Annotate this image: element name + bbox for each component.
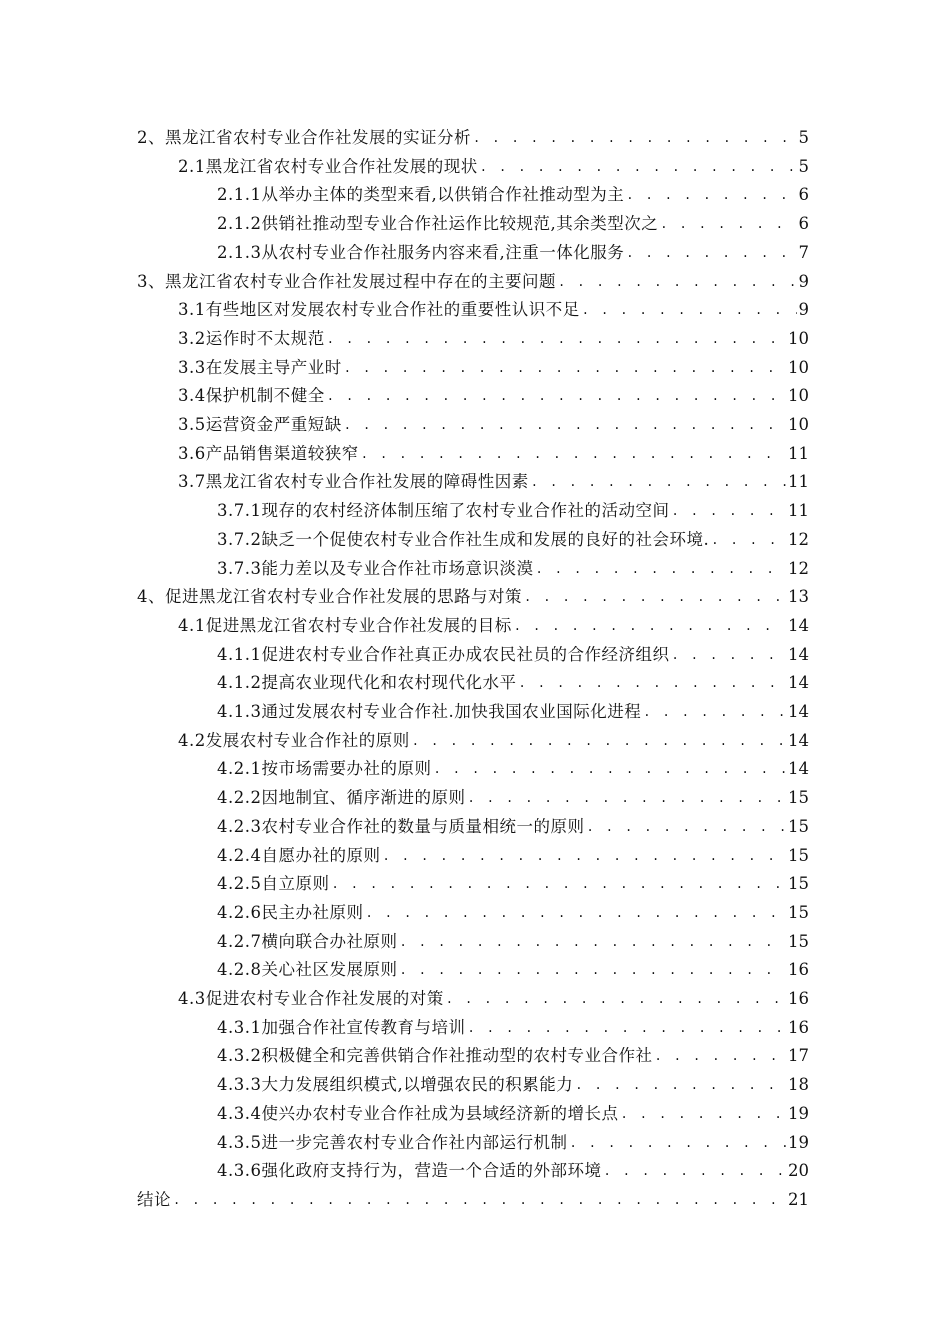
toc-page-number: 15 (788, 902, 809, 922)
toc-dot-leader (643, 702, 786, 722)
toc-dot-leader (524, 587, 786, 607)
toc-page-number: 14 (788, 730, 809, 750)
toc-dot-leader (660, 214, 796, 234)
toc-dot-leader (575, 1075, 786, 1095)
toc-dot-leader (399, 932, 786, 952)
toc-page-number: 12 (788, 558, 809, 578)
toc-entry-title: 3.4保护机制不健全 (178, 386, 325, 406)
toc-page-number: 14 (788, 702, 809, 721)
toc-page-number: 15 (788, 816, 809, 836)
toc-entry[interactable] (217, 1096, 809, 1124)
toc-entry-title: 4、促进黑龙江省农村专业合作社发展的思路与对策 (137, 587, 522, 607)
toc-entry[interactable] (178, 149, 809, 177)
toc-entry[interactable] (217, 1010, 809, 1038)
toc-page-number: 16 (788, 989, 809, 1008)
toc-dot-leader (558, 272, 797, 292)
toc-entry[interactable] (137, 579, 809, 607)
toc-dot-leader (365, 903, 786, 923)
toc-entry[interactable] (217, 780, 809, 808)
toc-dot-leader (586, 817, 786, 837)
toc-dot-leader (569, 1133, 786, 1153)
toc-entry[interactable] (217, 952, 809, 980)
toc-entry[interactable] (217, 1067, 809, 1095)
toc-entry[interactable] (217, 493, 809, 521)
toc-entry-title: 4.3促进农村专业合作社发展的对策 (178, 989, 444, 1008)
toc-entry[interactable] (217, 637, 809, 665)
toc-dot-leader (535, 559, 786, 579)
toc-entry-title: 2、黑龙江省农村专业合作社发展的实证分析 (137, 128, 471, 147)
toc-dot-leader (327, 329, 786, 349)
toc-dot-leader (518, 673, 786, 693)
toc-entry-title: 4.2.5自立原则 (217, 874, 330, 894)
toc-entry-title: 4.2.6民主办社原则 (217, 902, 364, 922)
toc-entry[interactable] (178, 350, 809, 378)
toc-entry-title: 4.3.5进一步完善农村专业合作社内部运行机制 (217, 1132, 568, 1152)
toc-entry-title: 4.2.4自愿办社的原则 (217, 845, 381, 865)
toc-page-number: 15 (788, 845, 809, 865)
toc-entry-title: 4.2发展农村专业合作社的原则 (178, 730, 410, 750)
toc-entry-title: 3、黑龙江省农村专业合作社发展过程中存在的主要问题 (137, 271, 556, 291)
toc-entry[interactable] (217, 895, 809, 923)
toc-entry[interactable] (217, 866, 809, 894)
toc-entry-title: 3.3在发展主导产业时 (178, 357, 342, 377)
toc-page-number: 14 (788, 615, 809, 635)
toc-entry[interactable] (217, 924, 809, 952)
toc-entry-title: 2.1.3从农村专业合作社服务内容来看,注重一体化服务 (217, 242, 625, 262)
toc-entry-title: 2.1.1从举办主体的类型来看,以供销合作社推动型为主 (217, 185, 625, 205)
toc-entry-title: 4.1.2提高农业现代化和农村现代化水平 (217, 673, 517, 693)
toc-page-number: 15 (788, 931, 809, 951)
toc-entry[interactable] (217, 522, 809, 550)
toc-dot-leader (603, 1161, 786, 1181)
toc-page-number: 10 (788, 328, 809, 348)
toc-entry-title: 3.2运作时不太规范 (178, 328, 325, 348)
toc-entry-title: 3.6产品销售渠道较狭窄 (178, 443, 359, 463)
toc-entry-title: 4.3.6强化政府支持行为，营造一个合适的外部环境 (217, 1161, 602, 1181)
toc-entry[interactable] (217, 838, 809, 866)
toc-entry[interactable] (217, 1038, 809, 1066)
toc-entry[interactable] (178, 292, 809, 320)
toc-dot-leader (620, 1104, 786, 1124)
toc-entry[interactable] (178, 436, 809, 464)
toc-entry[interactable] (178, 981, 809, 1009)
toc-dot-leader (671, 501, 786, 521)
toc-entry-title: 4.3.3大力发展组织模式,以增强农民的积累能力 (217, 1075, 574, 1095)
toc-page-number: 10 (788, 386, 809, 406)
toc-entry[interactable] (217, 551, 809, 579)
toc-dot-leader (582, 300, 797, 320)
toc-entry-title: 4.3.2积极健全和完善供销合作社推动型的农村专业合作社 (217, 1046, 653, 1066)
toc-entry-title: 3.7.3能力差以及专业合作社市场意识淡漠 (217, 558, 534, 578)
toc-entry[interactable] (217, 1125, 809, 1153)
toc-dot-leader (173, 1190, 786, 1210)
toc-page-number: 12 (788, 529, 809, 549)
toc-entry-title: 4.2.1按市场需要办社的原则 (217, 759, 432, 779)
toc-page-number: 18 (788, 1075, 809, 1095)
toc-entry[interactable] (178, 608, 809, 636)
toc-page-number: 14 (788, 644, 809, 664)
toc-dot-leader (531, 472, 786, 492)
toc-entry-title: 3.1有些地区对发展农村专业合作社的重要性认识不足 (178, 300, 580, 320)
toc-entry-title: 4.2.7横向联合办社原则 (217, 931, 398, 951)
toc-entry[interactable] (217, 694, 809, 722)
toc-page-number: 16 (788, 960, 809, 980)
toc-entry-title: 4.2.8关心社区发展原则 (217, 960, 398, 980)
toc-page-number: 7 (798, 242, 809, 262)
toc-dot-leader (711, 530, 786, 550)
toc-dot-leader (671, 645, 786, 665)
toc-entry[interactable] (178, 378, 809, 406)
toc-page-number: 17 (788, 1046, 809, 1066)
toc-page-number: 20 (788, 1161, 809, 1181)
toc-page-number: 9 (798, 271, 809, 291)
toc-entry[interactable] (217, 665, 809, 693)
toc-page-number: 11 (788, 443, 809, 463)
toc-dot-leader (361, 444, 786, 464)
toc-entry-title: 4.3.4使兴办农村专业合作社成为县域经济新的增长点 (217, 1103, 619, 1123)
toc-dot-leader (626, 185, 796, 205)
toc-page-number: 15 (788, 874, 809, 894)
toc-page-number: 10 (788, 357, 809, 377)
toc-dot-leader (480, 157, 797, 177)
toc-entry-title: 4.1.1促进农村专业合作社真正办成农民社员的合作经济组织 (217, 644, 670, 664)
toc-dot-leader (654, 1046, 786, 1066)
toc-entry-title: 4.3.1加强合作社宣传教育与培训 (217, 1017, 466, 1037)
toc-entry-title: 3.7.2缺乏一个促使农村专业合作社生成和发展的良好的社会环境. (217, 529, 710, 549)
toc-dot-leader (412, 731, 786, 751)
toc-entry-title: 3.5运营资金严重短缺 (178, 415, 342, 434)
toc-entry[interactable] (137, 264, 809, 292)
toc-page-number: 6 (798, 214, 809, 234)
toc-page-number: 19 (788, 1132, 809, 1152)
toc-page-number: 16 (788, 1017, 809, 1037)
toc-entry[interactable] (217, 751, 809, 779)
toc-dot-leader (626, 243, 796, 263)
toc-entry[interactable] (178, 407, 809, 435)
toc-dot-leader (473, 128, 797, 148)
toc-dot-leader (514, 616, 786, 636)
toc-dot-leader (467, 788, 786, 808)
toc-page-number: 11 (788, 501, 809, 521)
toc-dot-leader (433, 759, 786, 779)
toc-page-number: 5 (798, 128, 809, 147)
toc-dot-leader (344, 358, 786, 378)
toc-entry-title: 4.2.3农村专业合作社的数量与质量相统一的原则 (217, 816, 585, 836)
toc-dot-leader (327, 386, 786, 406)
toc-entry-title: 3.7.1现存的农村经济体制压缩了农村专业合作社的活动空间 (217, 501, 670, 521)
toc-page-number: 10 (788, 415, 809, 434)
toc-page-number: 11 (788, 472, 809, 492)
toc-page-number: 13 (788, 587, 809, 607)
toc-entry-title: 3.7黑龙江省农村专业合作社发展的障碍性因素 (178, 472, 529, 492)
toc-page-number: 19 (788, 1103, 809, 1123)
toc-entry[interactable] (137, 1182, 809, 1210)
toc-page-number: 14 (788, 673, 809, 693)
toc-dot-leader (331, 874, 786, 894)
toc-entry[interactable] (178, 464, 809, 492)
toc-entry-title: 4.1促进黑龙江省农村专业合作社发展的目标 (178, 615, 512, 635)
toc-entry[interactable] (217, 206, 809, 234)
toc-entry[interactable] (217, 1153, 809, 1181)
toc-entry-title: 2.1.2供销社推动型专业合作社运作比较规范,其余类型次之 (217, 214, 659, 234)
toc-dot-leader (467, 1018, 786, 1038)
toc-entry-title: 4.1.3通过发展农村专业合作社.加快我国农业国际化进程 (217, 702, 642, 721)
toc-page-number: 14 (788, 759, 809, 779)
toc-dot-leader (344, 415, 786, 435)
toc-entry[interactable] (217, 809, 809, 837)
toc-dot-leader (399, 960, 786, 980)
toc-entry-title: 结论 (137, 1189, 171, 1209)
toc-entry[interactable] (137, 120, 809, 148)
toc-entry[interactable] (178, 723, 809, 751)
toc-dot-leader (382, 846, 786, 866)
toc-page-number: 21 (788, 1189, 809, 1209)
toc-entry[interactable] (217, 235, 809, 263)
toc-entry[interactable] (178, 321, 809, 349)
toc-page-number: 5 (798, 156, 809, 176)
toc-entry-title: 4.2.2因地制宜、循序渐进的原则 (217, 788, 466, 808)
toc-entry[interactable] (217, 177, 809, 205)
toc-dot-leader (446, 989, 786, 1009)
toc-entry-title: 2.1黑龙江省农村专业合作社发展的现状 (178, 156, 478, 176)
toc-page-number: 6 (798, 185, 809, 205)
toc-page-number: 15 (788, 788, 809, 808)
toc-page-number: 9 (798, 300, 809, 320)
